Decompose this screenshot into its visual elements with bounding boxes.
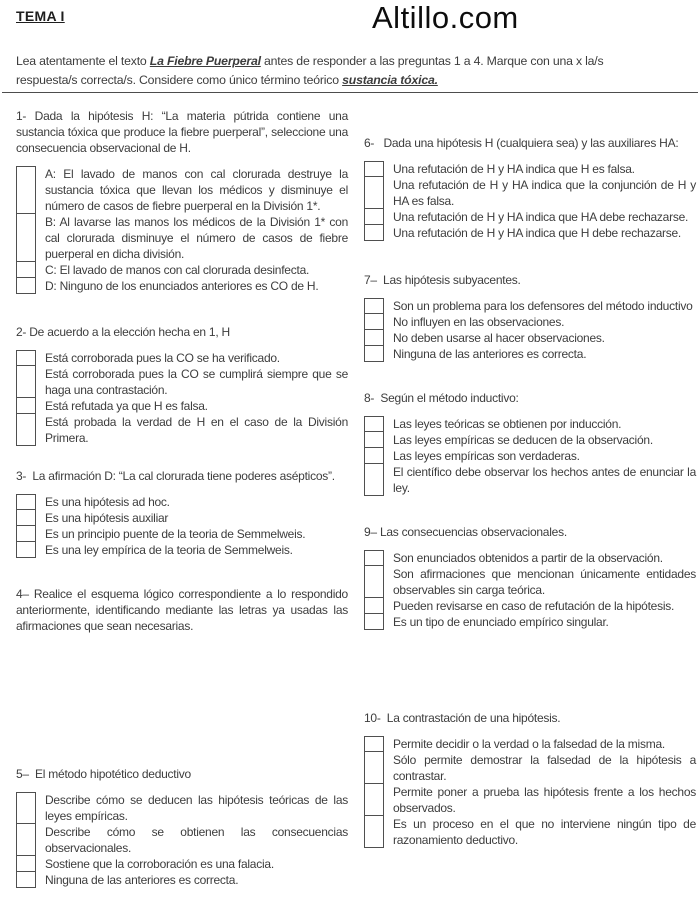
answer-checkbox[interactable] [16,278,36,294]
question-number: 5– [16,767,29,781]
question-9 [364,524,696,630]
option-row [16,278,348,294]
option-label: C: El lavado de manos con cal clorurada desinfecta. [45,263,310,277]
header-divider [2,92,698,93]
option-row [16,414,348,446]
question-4-text [16,586,348,634]
answer-checkbox[interactable] [16,166,36,214]
option-label: Es una hipótesis auxiliar [45,511,169,525]
option-row [16,792,348,824]
question-number: 6- [364,136,375,150]
option-row [364,736,696,752]
option-label: D: Ninguno de los enunciados anteriores es CO de H. [45,279,319,293]
option-label: Está corroborada pues la CO se cumplirá siempre que se haga una contrastación. [45,367,348,397]
answer-checkbox[interactable] [364,225,384,241]
option-row [364,784,696,816]
option-label: Son afirmaciones que mencionan únicamente entidades observables sin carga teórica. [393,567,696,597]
option-label: Pueden revisarse en caso de refutación de la hipótesis. [393,599,675,613]
option-row [364,550,696,566]
question-5-options [16,792,348,888]
option-row [16,526,348,542]
answer-checkbox[interactable] [364,416,384,432]
option-row [16,398,348,414]
answer-checkbox[interactable] [16,350,36,366]
answer-checkbox[interactable] [364,177,384,209]
option-label: Las leyes empíricas se deducen de la observación. [393,433,653,447]
question-3 [16,468,348,558]
question-8-text [364,390,696,406]
question-2-options [16,350,348,446]
answer-checkbox[interactable] [364,298,384,314]
answer-checkbox[interactable] [364,598,384,614]
option-row [16,214,348,262]
key-term-emphasis: sustancia tóxica. [342,73,438,87]
option-label: A: El lavado de manos con cal clorurada destruye la sustancia tóxica que llevan los médicos y disminuye el número de casos de fiebre puerperal en la División 1*. [45,167,348,213]
answer-checkbox[interactable] [364,566,384,598]
answer-checkbox[interactable] [364,816,384,848]
option-row [16,166,348,214]
question-body: Según el método inductivo: [380,391,519,405]
question-number: 8- [364,391,375,405]
option-label: Permite poner a prueba las hipótesis frente a los hechos observados. [393,785,696,815]
option-label: No deben usarse al hacer observaciones. [393,331,605,345]
question-10 [364,710,696,848]
option-row [16,856,348,872]
answer-checkbox[interactable] [364,464,384,496]
answer-checkbox[interactable] [364,346,384,362]
option-label: Es un principio puente de la teoria de Semmelweis. [45,527,306,541]
instructions-middle: antes de responder a las preguntas 1 a 4. Marque con una x la/s respuesta/s correcta/s. Considere como único término teórico [16,54,604,87]
question-6-options [364,161,696,241]
option-label: Una refutación de H y HA indica que HA debe rechazarse. [393,210,689,224]
question-3-text [16,468,348,484]
answer-checkbox[interactable] [364,614,384,630]
question-number: 10- [364,711,381,725]
question-2 [16,324,348,446]
answer-checkbox[interactable] [16,366,36,398]
option-label: Son enunciados obtenidos a partir de la observación. [393,551,663,565]
option-row [364,752,696,784]
option-label: Es una hipótesis ad hoc. [45,495,170,509]
option-row [16,262,348,278]
option-label: Una refutación de H y HA indica que H debe rechazarse. [393,226,682,240]
question-10-options [364,736,696,848]
option-row [364,298,696,314]
option-row [364,161,696,177]
answer-checkbox[interactable] [16,792,36,824]
option-label: Una refutación de H y HA indica que la conjunción de H y HA es falsa. [393,178,696,208]
answer-checkbox[interactable] [364,550,384,566]
option-row [364,346,696,362]
option-label: Son un problema para los defensores del método inductivo [393,299,693,313]
question-10-text [364,710,696,726]
question-9-options [364,550,696,630]
question-body: El método hipotético deductivo [35,767,191,781]
question-5-text [16,766,348,782]
question-number: 9– [364,525,377,539]
option-label: Está probada la verdad de H en el caso de la División Primera. [45,415,348,445]
answer-checkbox[interactable] [16,214,36,262]
option-row [16,350,348,366]
answer-checkbox[interactable] [16,510,36,526]
left-column [16,108,348,888]
option-label: Describe cómo se obtienen las consecuencias observacionales. [45,825,348,855]
option-row [16,824,348,856]
question-body: Dada una hipótesis H (cualquiera sea) y las auxiliares HA: [383,136,679,150]
option-row [16,494,348,510]
option-row [364,225,696,241]
site-watermark: Altillo.com [372,0,519,35]
answer-checkbox[interactable] [364,784,384,816]
option-label: El científico debe observar los hechos antes de enunciar la ley. [393,465,696,495]
instructions-lead: Lea atentamente el texto [16,54,150,68]
question-3-options [16,494,348,558]
option-label: Una refutación de H y HA indica que H es falsa. [393,162,635,176]
option-label: Sólo permite demostrar la falsedad de la hipótesis a contrastar. [393,753,696,783]
answer-checkbox[interactable] [364,736,384,752]
question-body: La contrastación de una hipótesis. [386,711,561,725]
question-2-text [16,324,348,340]
question-body: De acuerdo a la elección hecha en 1, H [29,325,230,339]
option-label: No influyen en las observaciones. [393,315,565,329]
option-label: Permite decidir o la verdad o la falsedad de la misma. [393,737,665,751]
option-label: Ninguna de las anteriores es correcta. [393,347,587,361]
option-row [364,209,696,225]
question-body: Realice el esquema lógico correspondiente a lo respondido anteriormente, identificando mediante las letras ya usadas las afirmaciones que sean necesarias. [16,587,348,633]
question-number: 7– [364,273,377,287]
question-7-text [364,272,696,288]
answer-checkbox[interactable] [16,856,36,872]
option-row [364,432,696,448]
option-row [364,330,696,346]
option-label: Las leyes empíricas son verdaderas. [393,449,580,463]
answer-checkbox[interactable] [364,161,384,177]
question-8 [364,390,696,496]
answer-checkbox[interactable] [364,752,384,784]
option-row [16,510,348,526]
option-row [364,314,696,330]
right-column [364,135,696,848]
question-body: Las hipótesis subyacentes. [383,273,521,287]
answer-checkbox[interactable] [364,448,384,464]
option-row [364,816,696,848]
option-label: Ninguna de las anteriores es correcta. [45,873,239,887]
question-number: 4– [16,587,29,601]
option-row [364,464,696,496]
option-row [364,614,696,630]
question-number: 2- [16,325,27,339]
option-row [364,566,696,598]
option-label: Es un proceso en el que no interviene ningún tipo de razonamiento deductivo. [393,817,696,847]
answer-checkbox[interactable] [16,494,36,510]
answer-checkbox[interactable] [16,542,36,558]
question-1-text [16,108,348,156]
option-row [364,177,696,209]
question-body: Las consecuencias observacionales. [379,525,567,539]
question-5 [16,766,348,888]
question-number: 1- [16,109,27,123]
option-label: Es una ley empírica de la teoria de Semmelweis. [45,543,293,557]
answer-checkbox[interactable] [16,872,36,888]
option-label: Es un tipo de enunciado empírico singular. [393,615,609,629]
question-body: Dada la hipótesis H: “La materia pútrida contiene una sustancia tóxica que produce la fiebre puerperal”, seleccione una consecuencia observacional de H. [16,109,349,155]
option-label: Las leyes teóricas se obtienen por inducción. [393,417,622,431]
option-label: Sostiene que la corroboración es una falacia. [45,857,274,871]
question-body: La afirmación D: “La cal clorurada tiene poderes asépticos”. [32,469,335,483]
answer-checkbox[interactable] [16,414,36,446]
option-row [364,416,696,432]
answer-checkbox[interactable] [16,398,36,414]
question-9-text [364,524,696,540]
question-8-options [364,416,696,496]
answer-checkbox[interactable] [16,824,36,856]
answer-checkbox[interactable] [364,314,384,330]
question-6-text [364,135,696,151]
question-number: 3- [16,469,27,483]
option-row [16,542,348,558]
option-label: Está corroborada pues la CO se ha verificado. [45,351,280,365]
question-1 [16,108,348,294]
reading-title-emphasis: La Fiebre Puerperal [149,54,261,68]
answer-checkbox[interactable] [364,209,384,225]
option-label: Está refutada ya que H es falsa. [45,399,208,413]
answer-checkbox[interactable] [364,432,384,448]
question-7-options [364,298,696,362]
instructions-paragraph [16,52,666,90]
answer-checkbox[interactable] [16,526,36,542]
answer-checkbox[interactable] [16,262,36,278]
question-1-options [16,166,348,294]
option-label: Describe cómo se deducen las hipótesis teóricas de las leyes empíricas. [45,793,348,823]
option-row [16,872,348,888]
question-7 [364,272,696,362]
question-6 [364,135,696,241]
answer-checkbox[interactable] [364,330,384,346]
option-row [16,366,348,398]
tema-heading: TEMA I [16,8,65,24]
question-4 [16,586,348,634]
option-row [364,448,696,464]
option-label: B: Al lavarse las manos los médicos de la División 1* con cal clorurada disminuye el número de casos de fiebre puerperal en dicha división. [45,215,348,261]
option-row [364,598,696,614]
